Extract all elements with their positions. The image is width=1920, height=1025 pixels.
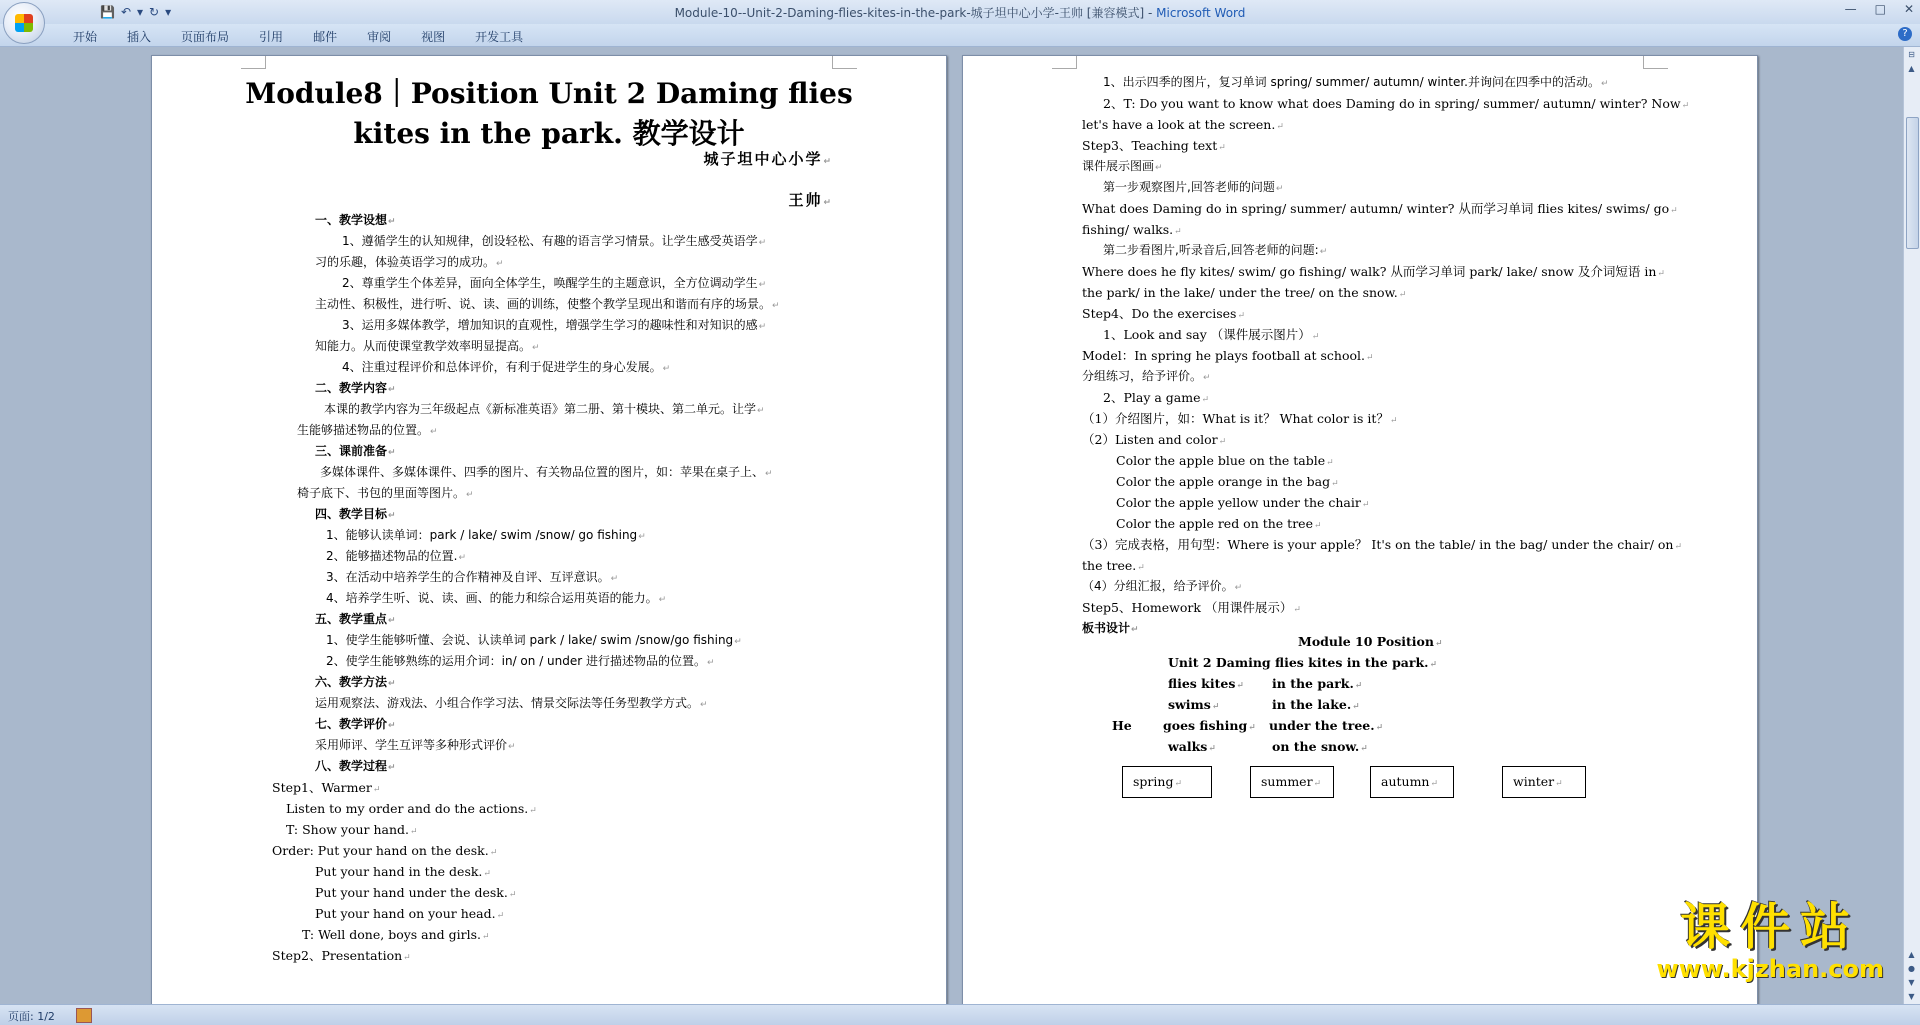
left-body-line: 椅子底下、书包的里面等图片。 ↵ <box>297 483 474 506</box>
page-1[interactable] <box>151 55 947 1005</box>
right-body-line: 2、T: Do you want to know what does Daming do in spring/ summer/ autumn/ winter? Now ↵ <box>1103 93 1689 117</box>
ribbon-tab[interactable]: 插入 <box>127 30 152 44</box>
right-body-line: （4）分组汇报，给予评价。 ↵ <box>1082 576 1242 599</box>
right-body-line: Color the apple orange in the bag ↵ <box>1116 471 1339 495</box>
ribbon-tab[interactable]: 开始 <box>73 30 98 44</box>
ribbon-tabs <box>0 24 1920 47</box>
board-place: on the snow. ↵ <box>1272 736 1368 760</box>
scroll-up-icon[interactable]: ▲ <box>1908 64 1915 73</box>
save-icon[interactable]: 💾 <box>100 5 115 19</box>
next-page-icon[interactable]: ▼ <box>1908 978 1915 987</box>
board-place: in the lake. ↵ <box>1272 694 1360 718</box>
board-subject: He <box>1112 718 1132 733</box>
scroll-thumb[interactable] <box>1906 117 1919 249</box>
customize-qat-icon[interactable]: ▾ <box>165 5 172 19</box>
right-body-line: Step3、Teaching text ↵ <box>1082 135 1226 159</box>
watermark-title: 课件站 <box>1680 898 1861 956</box>
board-unit: Unit 2 Daming flies kites in the park. ↵ <box>1168 652 1437 676</box>
right-body-line: 1、出示四季的图片，复习单词 spring/ summer/ autumn/ winter.并询问在四季中的活动。 ↵ <box>1103 72 1609 95</box>
left-body-line: 七、教学评价 ↵ <box>315 714 396 737</box>
left-body-line: 主动性、积极性，进行听、说、读、画的训练，使整个教学呈现出和谐而有序的场景。 ↵ <box>315 294 780 317</box>
page-indicator[interactable]: 页面: 1/2 <box>8 1010 55 1023</box>
left-body-line: Step1、Warmer ↵ <box>272 777 380 801</box>
right-body-line: fishing/ walks. ↵ <box>1082 219 1182 243</box>
right-body-line: 第二步看图片,听录音后,回答老师的问题: ↵ <box>1103 240 1327 263</box>
scroll-down-icon[interactable]: ▼ <box>1908 992 1915 1001</box>
document-heading-line1: Module8｜Position Unit 2 Daming flies <box>245 77 853 110</box>
left-body-line: 五、教学重点 ↵ <box>315 609 396 632</box>
right-body-line: Color the apple yellow under the chair ↵ <box>1116 492 1369 516</box>
right-body-line: 2、Play a game ↵ <box>1103 387 1209 411</box>
right-body-line: the tree. ↵ <box>1082 555 1145 579</box>
ribbon-tab[interactable]: 开发工具 <box>475 30 524 44</box>
right-body-line: （2）Listen and color ↵ <box>1082 429 1226 453</box>
undo-dropdown-icon[interactable]: ▾ <box>137 5 144 19</box>
document-title: Module-10--Unit-2-Daming-flies-kites-in-the-park-城子坦中心小学-王帅 [兼容模式] - <box>674 6 1157 20</box>
right-body-line: 板书设计 ↵ <box>1082 618 1139 641</box>
board-place: in the park. ↵ <box>1272 673 1362 697</box>
left-body-line: Order: Put your hand on the desk. ↵ <box>272 840 497 864</box>
office-logo-icon <box>15 14 33 32</box>
right-body-line: Color the apple blue on the table ↵ <box>1116 450 1334 474</box>
left-body-line: T: Well done, boys and girls. ↵ <box>302 924 490 948</box>
right-body-line: （1）介绍图片，如：What is it？ What color is it？ ↵ <box>1082 408 1397 432</box>
board-heading: Module 10 Position ↵ <box>1298 631 1442 655</box>
board-place: under the tree. ↵ <box>1269 715 1383 739</box>
board-verb: swims ↵ <box>1168 694 1219 718</box>
help-icon[interactable]: ? <box>1898 27 1912 41</box>
right-body-line: the park/ in the lake/ under the tree/ on the snow. ↵ <box>1082 282 1406 306</box>
right-body-line: 分组练习，给予评价。 ↵ <box>1082 366 1211 389</box>
margin-corner-mark <box>241 56 266 69</box>
right-body-line: 第一步观察图片,回答老师的问题 ↵ <box>1103 177 1283 200</box>
left-body-line: 本课的教学内容为三年级起点《新标准英语》第二册、第十模块、第二单元。让学 ↵ <box>324 399 765 422</box>
board-verb: walks ↵ <box>1168 736 1216 760</box>
right-body-line: 1、Look and say （课件展示图片） ↵ <box>1103 324 1319 348</box>
left-body-line: 1、使学生能够听懂、会说、认读单词 park / lake/ swim /snow/go fishing ↵ <box>326 630 742 653</box>
left-body-line: 2、尊重学生个体差异，面向全体学生，唤醒学生的主题意识，全方位调动学生 ↵ <box>342 273 766 296</box>
document-workspace <box>0 47 1904 1005</box>
left-body-line: 1、能够认读单词：park / lake/ swim /snow/ go fishing ↵ <box>326 525 646 548</box>
season-box-spring: spring ↵ <box>1122 766 1212 798</box>
board-verb: goes fishing ↵ <box>1163 715 1256 739</box>
ribbon-tab-list <box>58 28 538 45</box>
watermark-url: www.kjzhan.com <box>1656 955 1884 983</box>
left-body-line: 二、教学内容 ↵ <box>315 378 396 401</box>
left-body-line: Put your hand in the desk. ↵ <box>315 861 491 885</box>
vertical-scrollbar[interactable] <box>1903 47 1920 1005</box>
left-body-line: 三、课前准备 ↵ <box>315 441 396 464</box>
left-body-line: Put your hand under the desk. ↵ <box>315 882 516 906</box>
right-body-line: 课件展示图画 ↵ <box>1082 156 1163 179</box>
proofing-icon[interactable] <box>76 1008 92 1023</box>
season-box-autumn: autumn ↵ <box>1370 766 1454 798</box>
right-body-line: let's have a look at the screen. ↵ <box>1082 114 1284 138</box>
left-body-line: 3、运用多媒体教学，增加知识的直观性，增强学生学习的趣味性和对知识的感 ↵ <box>342 315 766 338</box>
author-name: 王帅 ↵ <box>788 190 833 214</box>
right-body-line: Step4、Do the exercises ↵ <box>1082 303 1245 327</box>
left-body-line: 一、教学设想 ↵ <box>315 210 396 233</box>
ruler-toggle-icon[interactable]: ⊟ <box>1908 50 1915 59</box>
app-name: Microsoft Word <box>1156 6 1246 20</box>
left-body-line: 3、在活动中培养学生的合作精神及自评、互评意识。 ↵ <box>326 567 618 590</box>
minimize-button[interactable]: — <box>1844 2 1857 16</box>
left-body-line: 生能够描述物品的位置。 ↵ <box>297 420 438 443</box>
watermark <box>1657 887 1884 983</box>
right-body-line: Where does he fly kites/ swim/ go fishing/ walk? 从而学习单词 park/ lake/ snow 及介词短语 in ↵ <box>1082 261 1665 285</box>
close-button[interactable]: ✕ <box>1903 2 1914 16</box>
select-browse-object-icon[interactable]: ● <box>1908 964 1915 973</box>
left-body-line: 六、教学方法 ↵ <box>315 672 396 695</box>
ribbon-tab[interactable]: 视图 <box>421 30 446 44</box>
left-body-line: T: Show your hand. ↵ <box>286 819 418 843</box>
margin-corner-mark <box>1052 56 1077 69</box>
page-2[interactable] <box>962 55 1758 1005</box>
left-body-line: 知能力。从而使课堂教学效率明显提高。 ↵ <box>315 336 540 359</box>
redo-icon[interactable]: ↻ <box>149 5 160 19</box>
left-body-line: 2、能够描述物品的位置. ↵ <box>326 546 466 569</box>
left-body-line: 4、培养学生听、说、读、画、的能力和综合运用英语的能力。 ↵ <box>326 588 666 611</box>
right-body-line: Step5、Homework （用课件展示） ↵ <box>1082 597 1301 621</box>
undo-icon[interactable]: ↶ <box>120 5 132 19</box>
left-body-line: 习的乐趣，体验英语学习的成功。 ↵ <box>315 252 504 275</box>
title-bar <box>0 0 1920 24</box>
document-heading-line2: kites in the park. 教学设计 <box>353 117 745 150</box>
left-body-line: 1、遵循学生的认知规律，创设轻松、有趣的语言学习情景。让学生感受英语学 ↵ <box>342 231 766 254</box>
window-title <box>0 4 1920 21</box>
ribbon-tab[interactable]: 邮件 <box>313 30 338 44</box>
left-body-line: 多媒体课件、多媒体课件、四季的图片、有关物品位置的图片，如：苹果在桌子上、 ↵ <box>320 462 773 485</box>
left-body-line: Step2、Presentation ↵ <box>272 945 411 969</box>
right-body-line: Color the apple red on the tree ↵ <box>1116 513 1322 537</box>
maximize-button[interactable]: □ <box>1874 2 1886 16</box>
season-box-summer: summer ↵ <box>1250 766 1334 798</box>
margin-corner-mark <box>832 56 857 69</box>
season-box-winter: winter ↵ <box>1502 766 1586 798</box>
right-body-line: （3）完成表格，用句型：Where is your apple？ It's on the table/ in the bag/ under the chair/ on ↵ <box>1082 534 1682 558</box>
left-body-line: 4、注重过程评价和总体评价，有利于促进学生的身心发展。 ↵ <box>342 357 670 380</box>
left-body-line: 四、教学目标 ↵ <box>315 504 396 527</box>
right-body-line: What does Daming do in spring/ summer/ autumn/ winter? 从而学习单词 flies kites/ swims/ go ↵ <box>1082 198 1678 222</box>
ribbon-tab[interactable]: 引用 <box>259 30 284 44</box>
board-verb: flies kites ↵ <box>1168 673 1244 697</box>
ribbon-tab[interactable]: 页面布局 <box>181 30 230 44</box>
office-button[interactable] <box>3 2 45 44</box>
ribbon-tab[interactable]: 审阅 <box>367 30 392 44</box>
window-controls <box>1845 2 1914 16</box>
status-bar <box>0 1004 1920 1025</box>
margin-corner-mark <box>1643 56 1668 69</box>
left-body-line: 采用师评、学生互评等多种形式评价 ↵ <box>315 735 516 758</box>
school-name: 城子坦中心小学 ↵ <box>703 149 833 173</box>
right-body-line: Model：In spring he plays football at school. ↵ <box>1082 345 1374 369</box>
prev-page-icon[interactable]: ▲ <box>1908 950 1915 959</box>
left-body-line: Listen to my order and do the actions. ↵ <box>286 798 537 822</box>
left-body-line: 2、使学生能够熟练的运用介词：in/ on / under 进行描述物品的位置。 ↵ <box>326 651 715 674</box>
left-body-line: 运用观察法、游戏法、小组合作学习法、情景交际法等任务型教学方式。 ↵ <box>315 693 708 716</box>
left-body-line: Put your hand on your head. ↵ <box>315 903 504 927</box>
left-body-line: 八、教学过程 ↵ <box>315 756 396 779</box>
